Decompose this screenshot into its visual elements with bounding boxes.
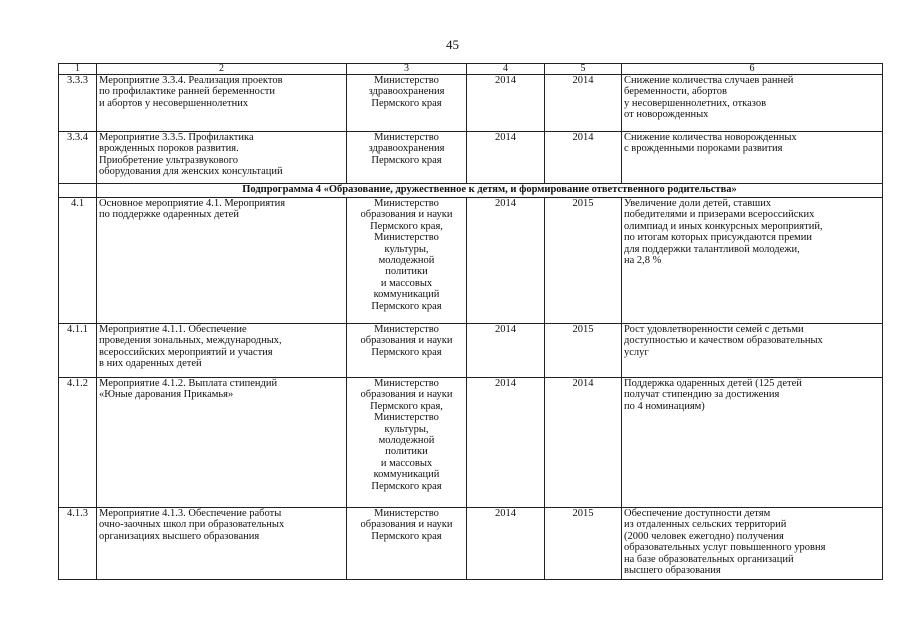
result-cell: Обеспечение доступности детям из отдаленных сельских территорий (2000 человек ежегодно) получения образовательных услуг повышенного уровня на базе образовательных организаций высшего образования: [622, 508, 883, 580]
start-year-cell: 2014: [467, 132, 545, 184]
event-cell: Мероприятие 4.1.2. Выплата стипендий «Юные дарования Прикамья»: [97, 378, 347, 508]
row-number: 4.1.3: [59, 508, 97, 580]
column-header: 2: [97, 64, 347, 75]
result-cell: Снижение количества новорожденных с врожденными пороками развития: [622, 132, 883, 184]
end-year-cell: 2015: [545, 198, 622, 324]
start-year-cell: 2014: [467, 324, 545, 378]
result-cell: Увеличение доли детей, ставших победителями и призерами всероссийских олимпиад и иных конкурсных мероприятий, по итогам которых присуждаются премии для поддержки талантливой молодежи, на 2,8 %: [622, 198, 883, 324]
executor-cell: Министерство образования и науки Пермского края, Министерство культуры, молодежной политики и массовых коммуникаций Пермского края: [347, 378, 467, 508]
end-year-cell: 2015: [545, 324, 622, 378]
subprogram-number-cell: [59, 184, 97, 198]
end-year-cell: 2014: [545, 75, 622, 132]
start-year-cell: 2014: [467, 75, 545, 132]
row-number: 4.1: [59, 198, 97, 324]
end-year-cell: 2014: [545, 378, 622, 508]
column-header: 6: [622, 64, 883, 75]
column-numbers-row: [59, 64, 883, 75]
table-row: [59, 508, 883, 580]
result-cell: Снижение количества случаев ранней беременности, абортов у несовершеннолетних, отказов от новорожденных: [622, 75, 883, 132]
page-number: 45: [446, 37, 459, 52]
event-cell: Мероприятие 4.1.1. Обеспечение проведения зональных, международных, всероссийских мероприятий и участия в них одаренных детей: [97, 324, 347, 378]
event-cell: Мероприятие 3.3.4. Реализация проектов по профилактике ранней беременности и абортов у несовершеннолетних: [97, 75, 347, 132]
executor-cell: Министерство образования и науки Пермского края: [347, 508, 467, 580]
executor-cell: Министерство здравоохранения Пермского края: [347, 75, 467, 132]
column-header: 5: [545, 64, 622, 75]
table-row: [59, 324, 883, 378]
executor-cell: Министерство здравоохранения Пермского края: [347, 132, 467, 184]
subprogram-row: [59, 184, 883, 198]
row-number: 3.3.4: [59, 132, 97, 184]
table-row: [59, 378, 883, 508]
result-cell: Рост удовлетворенности семей с детьми доступностью и качеством образовательных услуг: [622, 324, 883, 378]
column-header: 1: [59, 64, 97, 75]
end-year-cell: 2014: [545, 132, 622, 184]
start-year-cell: 2014: [467, 508, 545, 580]
column-header: 4: [467, 64, 545, 75]
table-row: [59, 198, 883, 324]
event-cell: Основное мероприятие 4.1. Мероприятия по поддержке одаренных детей: [97, 198, 347, 324]
start-year-cell: 2014: [467, 198, 545, 324]
table-row: [59, 75, 883, 132]
event-cell: Мероприятие 3.3.5. Профилактика врожденных пороков развития. Приобретение ультразвукового оборудования для женских консультаций: [97, 132, 347, 184]
column-header: 3: [347, 64, 467, 75]
executor-cell: Министерство образования и науки Пермского края: [347, 324, 467, 378]
program-table: [58, 63, 883, 580]
start-year-cell: 2014: [467, 378, 545, 508]
row-number: 4.1.2: [59, 378, 97, 508]
event-cell: Мероприятие 4.1.3. Обеспечение работы очно-заочных школ при образовательных организациях высшего образования: [97, 508, 347, 580]
executor-cell: Министерство образования и науки Пермского края, Министерство культуры, молодежной политики и массовых коммуникаций Пермского края: [347, 198, 467, 324]
row-number: 3.3.3: [59, 75, 97, 132]
row-number: 4.1.1: [59, 324, 97, 378]
subprogram-title: Подпрограмма 4 «Образование, дружественное к детям, и формирование ответственного родительства»: [97, 184, 883, 198]
result-cell: Поддержка одаренных детей (125 детей получат стипендию за достижения по 4 номинациям): [622, 378, 883, 508]
table-row: [59, 132, 883, 184]
end-year-cell: 2015: [545, 508, 622, 580]
